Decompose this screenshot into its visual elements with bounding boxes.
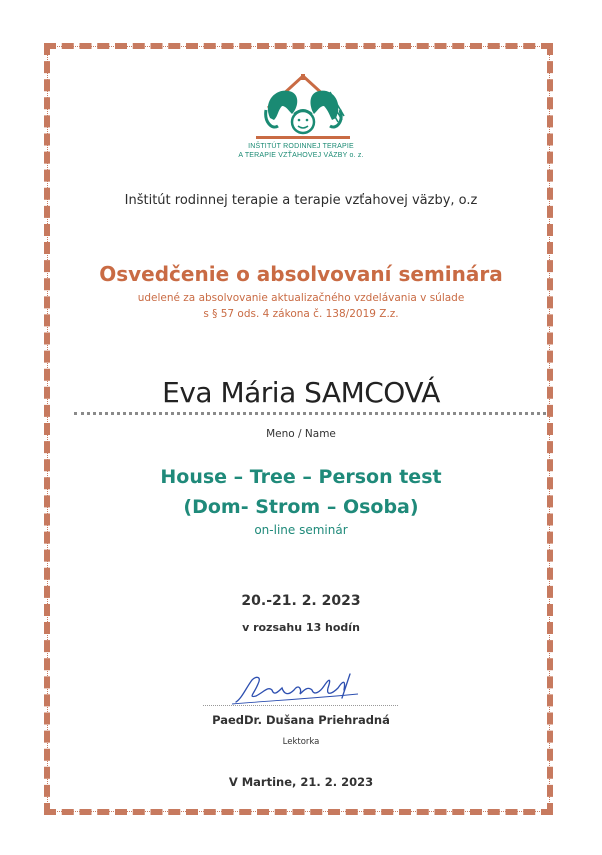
logo-line-1: INŠTITÚT RODINNEJ TERAPIE [248,143,354,150]
course-type: on-line seminár [254,523,348,537]
signature-line [203,705,398,706]
institute-name: Inštitút rodinnej terapie a terapie vzťahovej väzby, o.z [124,193,478,208]
recipient-name-label: Meno / Name [266,428,336,440]
seminar-date: 20.-21. 2. 2023 [241,593,361,609]
seminar-hours: v rozsahu 13 hodín [242,621,360,634]
logo-line-2: A TERAPIE VZŤAHOVEJ VÄZBY o. z. [238,152,364,159]
lecturer-role: Lektorka [282,737,320,747]
name-underline [74,412,546,415]
certificate-subtitle-1: udelené za absolvovanie aktualizačného vzdelávania v súlade [137,292,465,304]
lecturer-signature [228,668,378,710]
certificate-title: Osvedčenie o absolvovaní seminára [99,262,503,286]
certificate-subtitle-2: s § 57 ods. 4 zákona č. 138/2019 Z.z. [203,308,399,320]
lecturer-name: PaedDr. Dušana Priehradná [212,713,390,727]
logo-caption [236,142,366,160]
course-title-1: House – Tree – Person test [160,466,442,488]
place-and-date: V Martine, 21. 2. 2023 [228,775,374,789]
recipient-name: Eva Mária SAMCOVÁ [162,376,440,409]
course-title-2: (Dom- Strom – Osoba) [183,496,419,518]
